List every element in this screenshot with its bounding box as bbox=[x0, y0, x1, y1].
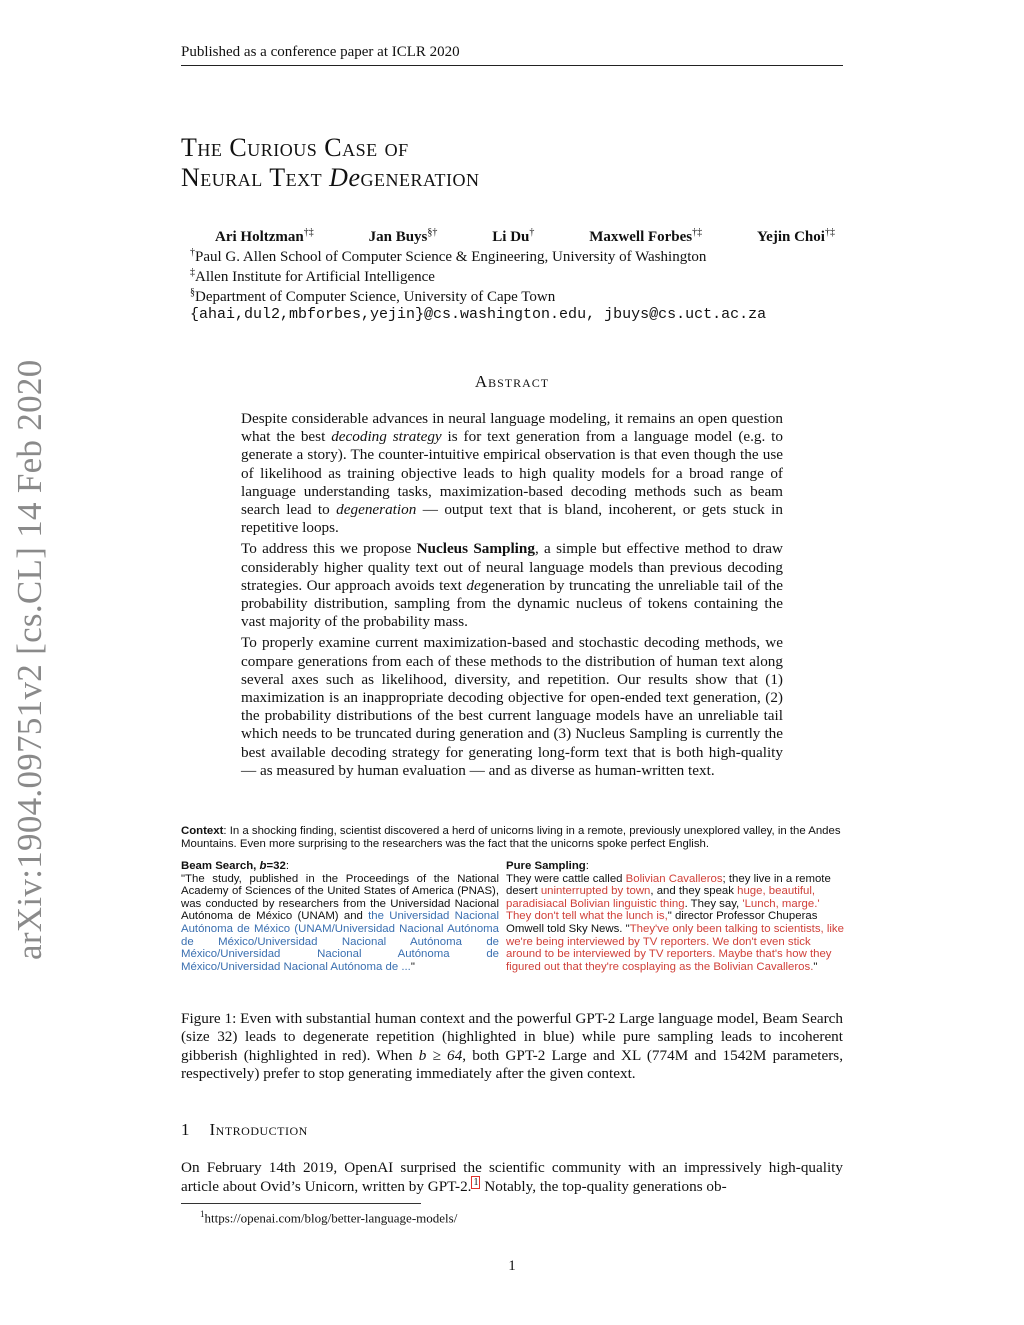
running-header: Published as a conference paper at ICLR 2020 bbox=[181, 44, 843, 66]
figure-caption: Figure 1: Even with substantial human context and the powerful GPT-2 Large language model, Beam Search (size 32) leads to degenerate repetition (highlighted in blue) while pure sampling leads to incoherent gibberish (highlighted in red). When b ≥ 64, both GPT-2 Large and XL (774M and 1542M parameters, respectively) prefer to stop generating immediately after the given context. bbox=[181, 1010, 843, 1083]
abstract-paragraph: To address this we propose Nucleus Sampling, a simple but effective method to draw considerably higher quality text out of neural language models than previous decoding strategies. Our approach avoids text degeneration by truncating the unreliable tail of the probability distribution, sampling from the dynamic nucleus of tokens containing the vast majority of the probability mass. bbox=[241, 540, 784, 631]
author-list bbox=[215, 227, 835, 246]
author: Maxwell Forbes†‡ bbox=[589, 227, 703, 245]
title-part-b: generation bbox=[360, 163, 480, 192]
arxiv-identifier[interactable]: arXiv:1904.09751v2 [cs.CL] 14 Feb 2020 bbox=[10, 359, 49, 960]
abstract-paragraph: To properly examine current maximization-based and stochastic decoding methods, we compare generations from each of these methods to the distribution of human text along several axes such as likelihood, diversity, and repetition. Our results show that (1) maximization is an inappropriate decoding objective for open-ended text generation, (2) the probability distributions of the best current language models have an unreliable tail which needs to be truncated during generation and (3) Nucleus Sampling is currently the best available decoding strategy for generating long-form text that is both high-quality — as measured by human evaluation — and as diverse as human-written text. bbox=[241, 634, 783, 779]
pure-sampling-example bbox=[506, 860, 846, 973]
author: Jan Buys§† bbox=[368, 227, 438, 245]
abstract-paragraph: Despite considerable advances in neural language modeling, it remains an open question what the best decoding strategy is for text generation from a language model (e.g. to generate a story). The counter-intuitive empirical observation is that even though the use of likelihood as training objective leads to high quality models for a broad range of language understanding tasks, maximization-based decoding methods such as beam search lead to degeneration — output text that is bland, incoherent, or gets stuck in repetitive loops. bbox=[241, 410, 783, 537]
author: Yejin Choi†‡ bbox=[757, 227, 835, 245]
pure-sampling-text: They were cattle called Bolivian Cavalleros; they live in a remote desert uninterrupted by town, and they speak huge, beautiful, paradisiacal Bolivian linguistic thing. They say, 'Lunch, marge.' They don't tell what the lunch is," director Professor Chuperas Omwell told Sky News. "They've only been talking to scientists, like we're being interviewed by TV reporters. We don't even stick around to be interviewed by TV reporters. Maybe that's how they figured out that they're cosplaying as the Bolivian Cavalleros." bbox=[506, 872, 844, 973]
footnote-divider bbox=[181, 1203, 421, 1204]
affiliation: †Paul G. Allen School of Computer Science & Engineering, University of Washington bbox=[190, 247, 707, 265]
author-emails[interactable]: {ahai,dul2,mbforbes,yejin}@cs.washington.edu, jbuys@cs.uct.ac.za bbox=[190, 306, 767, 323]
affiliation: ‡Allen Institute for Artificial Intelligence bbox=[190, 267, 435, 285]
abstract-heading: Abstract bbox=[474, 372, 550, 391]
beam-search-label: Beam Search, b=32: bbox=[181, 860, 289, 872]
author: Ari Holtzman†‡ bbox=[215, 227, 314, 245]
footnote-link[interactable]: 1 bbox=[473, 1176, 479, 1188]
title-part-a: Neural Text bbox=[181, 163, 330, 192]
section-heading: 1 Introduction bbox=[181, 1120, 308, 1139]
paper-title bbox=[181, 133, 480, 193]
intro-paragraph: On February 14th 2019, OpenAI surprised the scientific community with an impressively high-quality article about Ovid’s Unicorn, written by GPT-2. $^1$ Notably, the top-quality generations ob- bbox=[181, 1159, 843, 1195]
affiliation: §Department of Computer Science, University of Cape Town bbox=[190, 287, 556, 305]
title-line-1: The Curious Case of bbox=[181, 133, 409, 162]
pure-sampling-label: Pure Sampling: bbox=[506, 860, 589, 872]
title-line-2 bbox=[181, 163, 480, 193]
page-number: 1 bbox=[508, 1258, 516, 1274]
beam-search-text: "The study, published in the Proceedings of the National Academy of Sciences of the United States of America (PNAS), was conducted by researchers from the Universidad Nacional Autónoma de México (UNAM) and the Universidad Nacional Autónoma de México (UNAM/Universidad Nacional Autónoma de México/Universidad Nacional Autónoma de México/Universidad Nacional Autónoma de México/Universidad Nacional Autónoma de ..." bbox=[181, 872, 499, 973]
beam-search-example bbox=[181, 860, 499, 973]
author: Li Du† bbox=[492, 227, 535, 245]
figure-context: Context: In a shocking finding, scientist discovered a herd of unicorns living in a remote, previously unexplored valley, in the Andes Mountains. Even more surprising to the researchers was the fact that the unicorns spoke perfect English. bbox=[181, 825, 841, 850]
title-de: De bbox=[329, 163, 361, 192]
abstract-body bbox=[241, 410, 783, 783]
footnote-url[interactable]: https://openai.com/blog/better-language-models/ bbox=[204, 1210, 458, 1226]
footnote: $^1$https://openai.com/blog/better-language-models/ bbox=[200, 1209, 458, 1226]
